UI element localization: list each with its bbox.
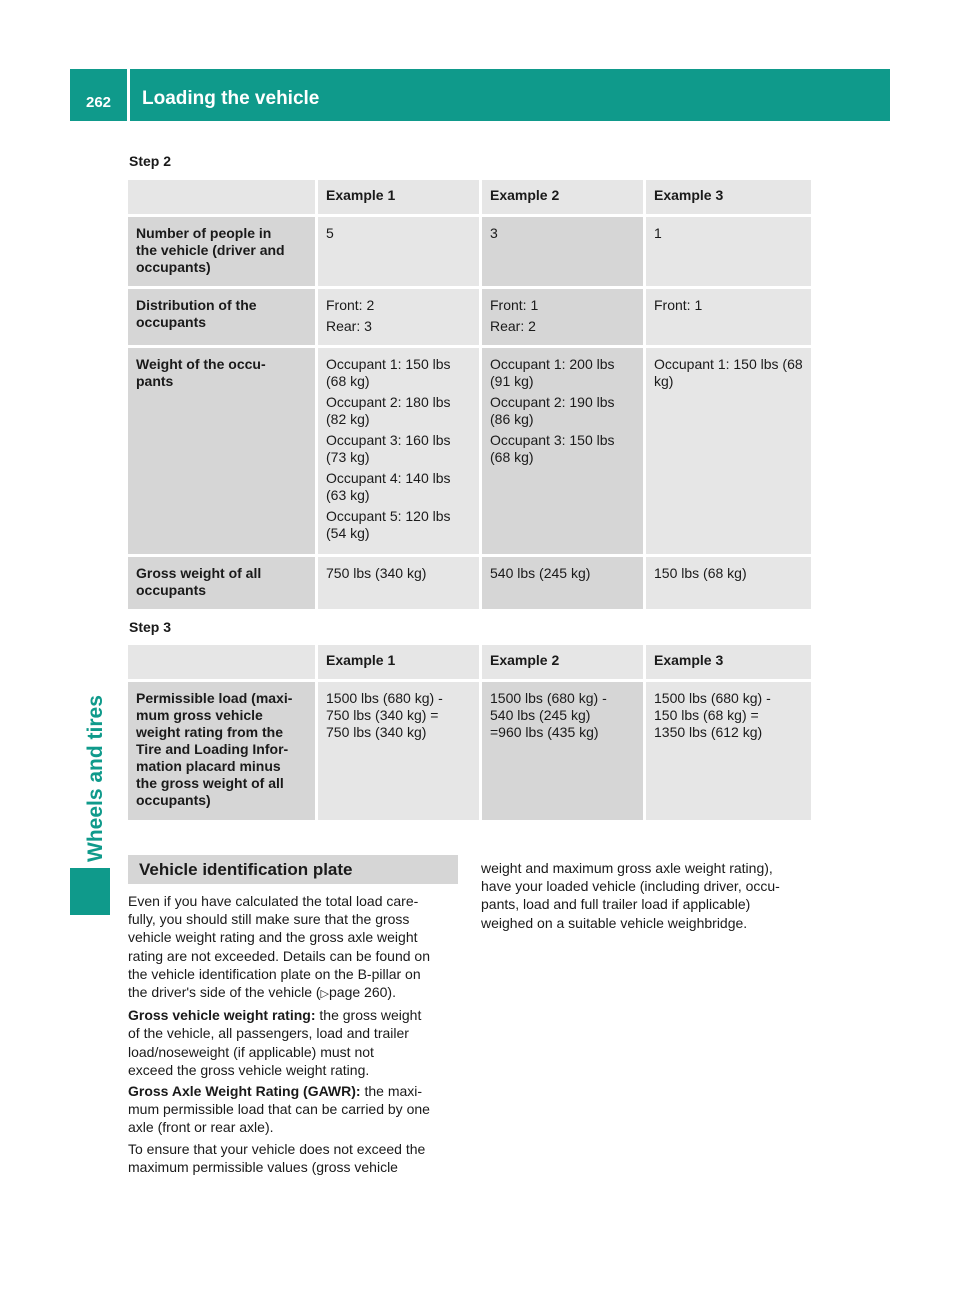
row-label-gross-weight xyxy=(128,557,318,612)
text-line xyxy=(128,983,463,1003)
cell-value: 1500 lbs (680 kg) - xyxy=(654,690,771,706)
text-line: rating are not exceeded. Details can be found on xyxy=(128,947,430,964)
page-reference-icon: ▷ xyxy=(320,988,330,1001)
table-header-row xyxy=(128,180,811,217)
paragraph-gawr xyxy=(128,1082,463,1137)
page-number: 262 xyxy=(70,69,127,121)
term-gvwr: Gross vehicle weight rating: xyxy=(128,1007,316,1024)
cell-value: 1500 lbs (680 kg) - xyxy=(490,690,607,706)
table-row xyxy=(128,217,811,289)
label-line: Gross weight of all xyxy=(136,565,262,581)
label-line: the vehicle (driver and xyxy=(136,242,285,258)
text-line xyxy=(128,1006,463,1024)
cell xyxy=(646,557,811,612)
step-2-table xyxy=(128,180,811,612)
table-row xyxy=(128,348,811,557)
cell-value: Occupant 1: 150 lbs (68 kg) xyxy=(326,356,451,389)
cell xyxy=(482,217,646,289)
header-cell-example-1: Example 1 xyxy=(318,645,482,682)
cell xyxy=(318,682,482,823)
paragraph-continued xyxy=(481,859,816,932)
cell-value: 1350 lbs (612 kg) xyxy=(654,724,763,740)
header-cell-example-2: Example 2 xyxy=(482,645,646,682)
header-cell-example-3: Example 3 xyxy=(646,645,811,682)
cell-value: Rear: 2 xyxy=(490,318,536,334)
cell xyxy=(318,348,482,557)
cell xyxy=(482,557,646,612)
paragraph-intro xyxy=(128,892,463,1003)
cell-value: 5 xyxy=(326,225,334,241)
text-line: vehicle weight rating and the gross axle weight xyxy=(128,929,418,946)
cell-value: 540 lbs (245 kg) xyxy=(490,707,591,723)
row-label-number-of-people xyxy=(128,217,318,289)
table-row xyxy=(128,557,811,612)
label-line: occupants xyxy=(136,582,207,598)
text-line: of the vehicle, all passengers, load and trailer xyxy=(128,1025,409,1042)
header-cell-empty xyxy=(128,645,318,682)
cell xyxy=(646,682,811,823)
cell-value: Occupant 2: 180 lbs (82 kg) xyxy=(326,394,451,427)
step-3-label: Step 3 xyxy=(129,619,172,635)
text-line: Even if you have calculated the total load care- xyxy=(128,893,419,909)
cell-value: Occupant 5: 120 lbs (54 kg) xyxy=(326,508,451,541)
label-line: Permissible load (maxi- xyxy=(136,690,293,706)
cell-value: 540 lbs (245 kg) xyxy=(490,565,591,581)
cell xyxy=(318,217,482,289)
cell-value: Occupant 4: 140 lbs (63 kg) xyxy=(326,470,451,503)
row-label-distribution xyxy=(128,289,318,348)
label-line: weight rating from the xyxy=(136,724,283,740)
cell-value: Occupant 1: 150 lbs (68 kg) xyxy=(654,356,803,389)
cell-value: 750 lbs (340 kg) xyxy=(326,565,427,581)
step-3-table xyxy=(128,645,811,823)
cell-value: Occupant 3: 160 lbs (73 kg) xyxy=(326,432,451,465)
label-line: pants xyxy=(136,373,174,389)
label-line: Distribution of the xyxy=(136,297,257,313)
header-cell-example-3: Example 3 xyxy=(646,180,811,217)
text-line: the vehicle identification plate on the B-pillar on xyxy=(128,965,421,982)
page-header xyxy=(70,69,890,121)
text-line: load/noseweight (if applicable) must not xyxy=(128,1043,374,1060)
text-line: axle (front or rear axle). xyxy=(128,1119,274,1136)
cell-value: Front: 1 xyxy=(490,297,539,313)
cell-value: 150 lbs (68 kg) = xyxy=(654,707,759,723)
cell-value: 750 lbs (340 kg) = xyxy=(326,707,439,723)
text-line: have your loaded vehicle (including driver, occu- xyxy=(481,878,780,895)
cell xyxy=(482,682,646,823)
row-label-permissible-load xyxy=(128,682,318,823)
text-fragment: the gross weight xyxy=(315,1007,422,1024)
label-line: mation placard minus xyxy=(136,758,281,774)
side-tab-marker xyxy=(70,868,110,915)
text-line: To ensure that your vehicle does not exceed the xyxy=(128,1140,426,1157)
label-line: Number of people in xyxy=(136,225,272,241)
paragraph-gvwr xyxy=(128,1006,463,1079)
label-line: occupants) xyxy=(136,792,211,808)
chapter-title: Loading the vehicle xyxy=(130,69,890,121)
body-column-left xyxy=(128,892,463,1179)
cell-value: Front: 2 xyxy=(326,297,375,313)
header-cell-example-1: Example 1 xyxy=(318,180,482,217)
text-line: exceed the gross vehicle weight rating. xyxy=(128,1061,370,1078)
cell xyxy=(646,217,811,289)
section-heading: Vehicle identification plate xyxy=(128,855,458,884)
cell-value: =960 lbs (435 kg) xyxy=(490,724,599,740)
text-line xyxy=(128,1082,463,1100)
table-header-row xyxy=(128,645,811,682)
label-line: occupants xyxy=(136,314,207,330)
header-cell-empty xyxy=(128,180,318,217)
text-fragment: the maxi- xyxy=(360,1083,423,1100)
cell xyxy=(482,289,646,348)
text-line: weighed on a suitable vehicle weighbridge. xyxy=(481,914,748,931)
cell-value: Occupant 3: 150 lbs (68 kg) xyxy=(490,432,615,465)
cell-value: 750 lbs (340 kg) xyxy=(326,724,427,740)
cell-value: 150 lbs (68 kg) xyxy=(654,565,747,581)
text-line: fully, you should still make sure that the gross xyxy=(128,911,410,928)
text-fragment: the driver's side of the vehicle ( xyxy=(128,984,321,1001)
label-line: Tire and Loading Infor- xyxy=(136,741,289,757)
cell-value: 1500 lbs (680 kg) - xyxy=(326,690,443,706)
cell xyxy=(318,289,482,348)
paragraph-ensure xyxy=(128,1140,463,1176)
cell xyxy=(646,289,811,348)
cell-value: 3 xyxy=(490,225,498,241)
cell-value: Occupant 2: 190 lbs (86 kg) xyxy=(490,394,615,427)
text-line: weight and maximum gross axle weight rating), xyxy=(481,860,773,876)
cell xyxy=(646,348,811,557)
cell-value: Rear: 3 xyxy=(326,318,372,334)
term-gawr: Gross Axle Weight Rating (GAWR): xyxy=(128,1083,361,1100)
label-line: the gross weight of all xyxy=(136,775,284,791)
text-line: pants, load and full trailer load if applicable) xyxy=(481,896,751,913)
cell-value: Occupant 1: 200 lbs (91 kg) xyxy=(490,356,615,389)
table-row xyxy=(128,289,811,348)
cell xyxy=(318,557,482,612)
header-cell-example-2: Example 2 xyxy=(482,180,646,217)
cell-value: Front: 1 xyxy=(654,297,703,313)
label-line: mum gross vehicle xyxy=(136,707,263,723)
label-line: occupants) xyxy=(136,259,211,275)
text-line: maximum permissible values (gross vehicle xyxy=(128,1158,398,1175)
cell xyxy=(482,348,646,557)
table-row xyxy=(128,682,811,823)
side-tab-label: Wheels and tires xyxy=(84,695,107,862)
label-line: Weight of the occu- xyxy=(136,356,266,372)
text-line: mum permissible load that can be carried by one xyxy=(128,1101,430,1118)
row-label-weight xyxy=(128,348,318,557)
body-column-right xyxy=(481,859,816,935)
page-reference-link[interactable]: page 260). xyxy=(329,984,396,1001)
cell-value: 1 xyxy=(654,225,662,241)
step-2-label: Step 2 xyxy=(129,153,172,169)
